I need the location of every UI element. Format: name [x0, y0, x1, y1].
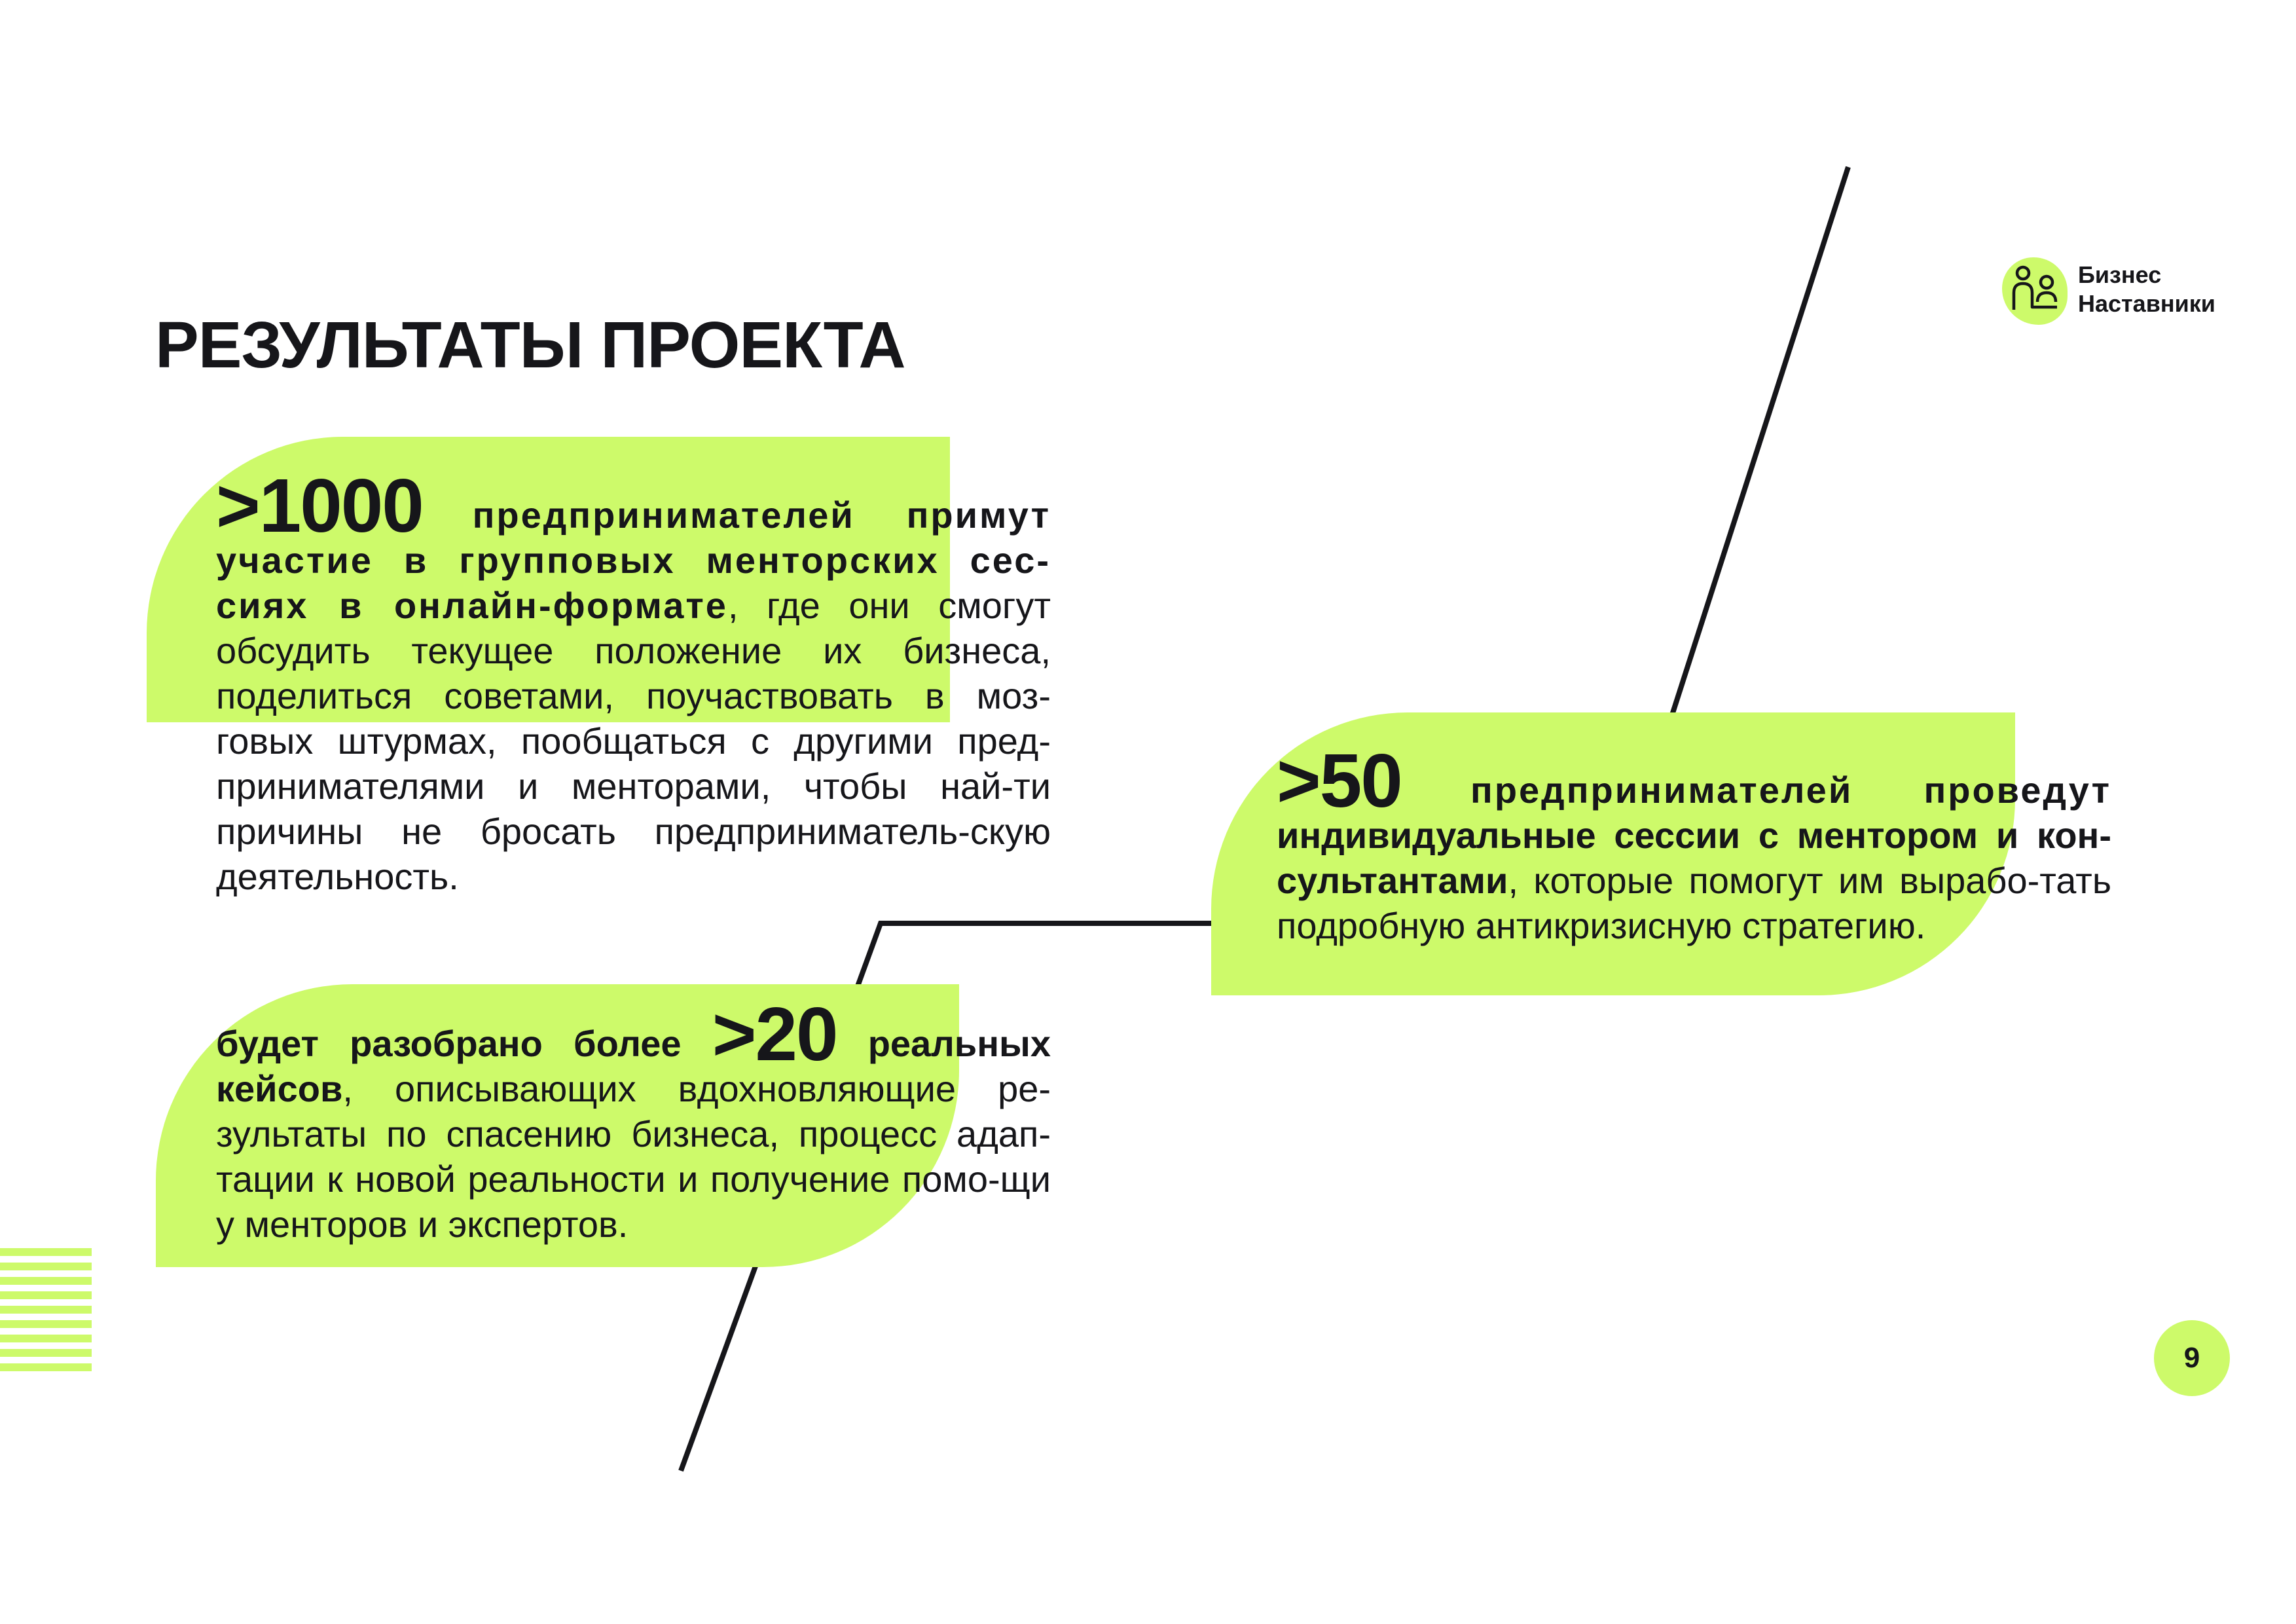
result-text: , где они смогут обсудить текущее положение их бизнеса, поделиться советами, поучаствовать в моз-говых штурмах, пообщаться с другими пред-принимателями и менторами, чтобы най-ти причины не бросать предприниматель-скую деятельность.	[216, 585, 1051, 897]
result-block-3	[1277, 738, 2111, 948]
decorative-stripes	[0, 1248, 92, 1378]
diagonal-line-top	[1671, 167, 1848, 719]
logo-line-1: Бизнес	[2078, 261, 2162, 288]
result-number: >1000	[216, 463, 423, 548]
result-block-2	[216, 991, 1051, 1247]
people-at-table-icon	[2002, 257, 2068, 325]
result-text: , описывающих вдохновляющие ре-зультаты по спасению бизнеса, процесс адап-тации к новой реальности и получение помо-щи у менторов и экспертов.	[216, 1068, 1051, 1245]
result-block-1	[216, 463, 1051, 899]
result-lead: предпринимателей примут	[472, 494, 1051, 536]
page-number-badge: 9	[2154, 1320, 2230, 1396]
result-lead: будет разобрано более	[216, 1023, 682, 1064]
page-title: РЕЗУЛЬТАТЫ ПРОЕКТА	[155, 308, 905, 382]
result-bold-text: реальных кейсов	[216, 1023, 1051, 1109]
logo	[2002, 255, 2251, 327]
result-lead: предпринимателей проведут	[1470, 769, 2111, 811]
result-bold-text: участие в групповых менторских сес-сиях в онлайн-формате	[216, 540, 1051, 626]
result-text: , которые помогут им вырабо-тать подробную антикризисную стратегию.	[1277, 860, 2111, 946]
logo-text	[2078, 261, 2215, 318]
result-number: >50	[1277, 738, 1402, 823]
logo-line-2: Наставники	[2078, 290, 2215, 317]
result-bold-text: индивидуальные сессии с ментором и кон-сультантами	[1277, 815, 2111, 901]
result-number: >20	[712, 991, 837, 1077]
